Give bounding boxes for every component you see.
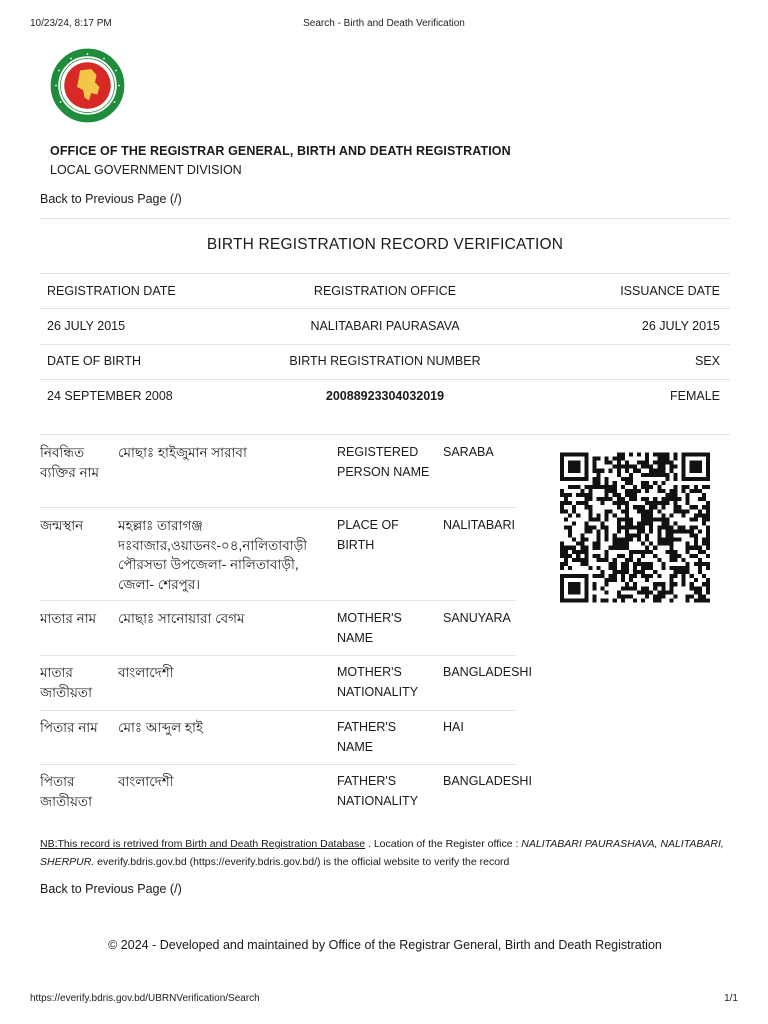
en-label: FATHER'S NATIONALITY	[337, 774, 419, 808]
date-of-birth-value: 24 SEPTEMBER 2008	[47, 389, 173, 403]
birth-values-row	[40, 379, 730, 414]
office-title: OFFICE OF THE REGISTRAR GENERAL, BIRTH AND DEATH REGISTRATION	[50, 144, 511, 158]
back-to-previous-link[interactable]: Back to Previous Page (/)	[40, 192, 182, 206]
office-subtitle: LOCAL GOVERNMENT DIVISION	[50, 163, 242, 177]
database-note: NB:This record is retrived from Birth and Death Registration Database	[40, 838, 366, 850]
divider	[40, 218, 730, 219]
en-value: SARABA	[443, 445, 494, 459]
location-prefix: . Location of the Register office :	[365, 838, 522, 850]
registration-date-value: 26 JULY 2015	[47, 319, 126, 333]
en-value: BANGLADESHI	[443, 665, 532, 679]
record-title: BIRTH REGISTRATION RECORD VERIFICATION	[206, 236, 564, 253]
registration-header-row	[40, 274, 730, 309]
divider	[40, 655, 516, 656]
bn-label: মাতার জাতীয়তা	[40, 665, 92, 700]
copyright-footer: © 2024 - Developed and maintained by Office of the Registrar General, Birth and Death Registration	[108, 938, 662, 952]
en-value: NALITABARI	[443, 518, 516, 532]
en-label: FATHER'S NAME	[337, 720, 397, 754]
bn-value: মোছাঃ সানোয়ারা বেগম	[118, 611, 245, 626]
registration-date-header: REGISTRATION DATE	[47, 284, 176, 298]
registration-office-header: REGISTRATION OFFICE	[313, 284, 457, 298]
divider	[40, 600, 516, 601]
birth-header-row	[40, 344, 730, 379]
divider	[40, 710, 516, 711]
print-header	[30, 18, 738, 32]
bn-label: নিবন্ধিত ব্যক্তির নাম	[40, 445, 100, 480]
en-label: PLACE OF BIRTH	[337, 518, 399, 552]
official-website-note: everify.bdris.gov.bd (https://everify.bdris.gov.bd/) is the official website to verify the record	[94, 856, 510, 868]
verification-note	[40, 835, 730, 871]
registration-office-value: NALITABARI PAURASAVA	[310, 319, 460, 333]
issuance-date-value: 26 JULY 2015	[641, 319, 720, 333]
sex-value: FEMALE	[669, 389, 720, 403]
print-footer	[30, 993, 738, 1007]
bn-value: মোঃ আব্দুল হাই	[118, 720, 203, 735]
en-label: REGISTERED PERSON NAME	[337, 445, 430, 479]
en-value: BANGLADESHI	[443, 774, 532, 788]
register-office-location: NALITABARI PAURASHAVA, NALITABARI, SHERPUR.	[40, 838, 724, 868]
print-url: https://everify.bdris.gov.bd/UBRNVerification/Search	[30, 993, 260, 1004]
sex-header: SEX	[694, 354, 720, 368]
date-of-birth-header: DATE OF BIRTH	[47, 354, 141, 368]
en-label: MOTHER'S NAME	[337, 611, 402, 645]
bn-value: মহল্লাঃ তারাগঞ্জ দঃবাজার,ওয়াডনং-০৪,নালিতাবাড়ী পৌরসভা উপজেলা- নালিতাবাড়ী, জেলা- শেরপুর।	[118, 518, 308, 592]
bn-value: বাংলাদেশী	[118, 774, 174, 789]
bn-label: পিতার জাতীয়তা	[40, 774, 92, 809]
issuance-date-header: ISSUANCE DATE	[620, 284, 720, 298]
bn-value: বাংলাদেশী	[118, 665, 174, 680]
registration-values-row	[40, 309, 730, 344]
bn-label: মাতার নাম	[40, 611, 97, 626]
bn-label: পিতার নাম	[40, 720, 98, 735]
en-label: MOTHER'S NATIONALITY	[337, 665, 419, 699]
back-to-previous-link[interactable]: Back to Previous Page (/)	[40, 882, 182, 896]
en-value: HAI	[443, 720, 464, 734]
print-page-title: Search - Birth and Death Verification	[303, 18, 465, 29]
divider	[40, 507, 516, 508]
government-seal-icon	[50, 48, 125, 123]
birth-registration-number-header: BIRTH REGISTRATION NUMBER	[289, 354, 481, 368]
bn-label: জন্মস্থান	[40, 518, 84, 533]
bn-value: মোছাঃ হাইজুমান সারাবা	[118, 445, 247, 460]
print-page-number: 1/1	[724, 993, 738, 1004]
en-value: SANUYARA	[443, 611, 511, 625]
divider	[40, 434, 730, 435]
divider	[40, 764, 516, 765]
print-datetime: 10/23/24, 8:17 PM	[30, 18, 112, 29]
birth-registration-number-value: 20088923304032019	[325, 389, 445, 403]
qr-code-icon	[560, 450, 710, 605]
